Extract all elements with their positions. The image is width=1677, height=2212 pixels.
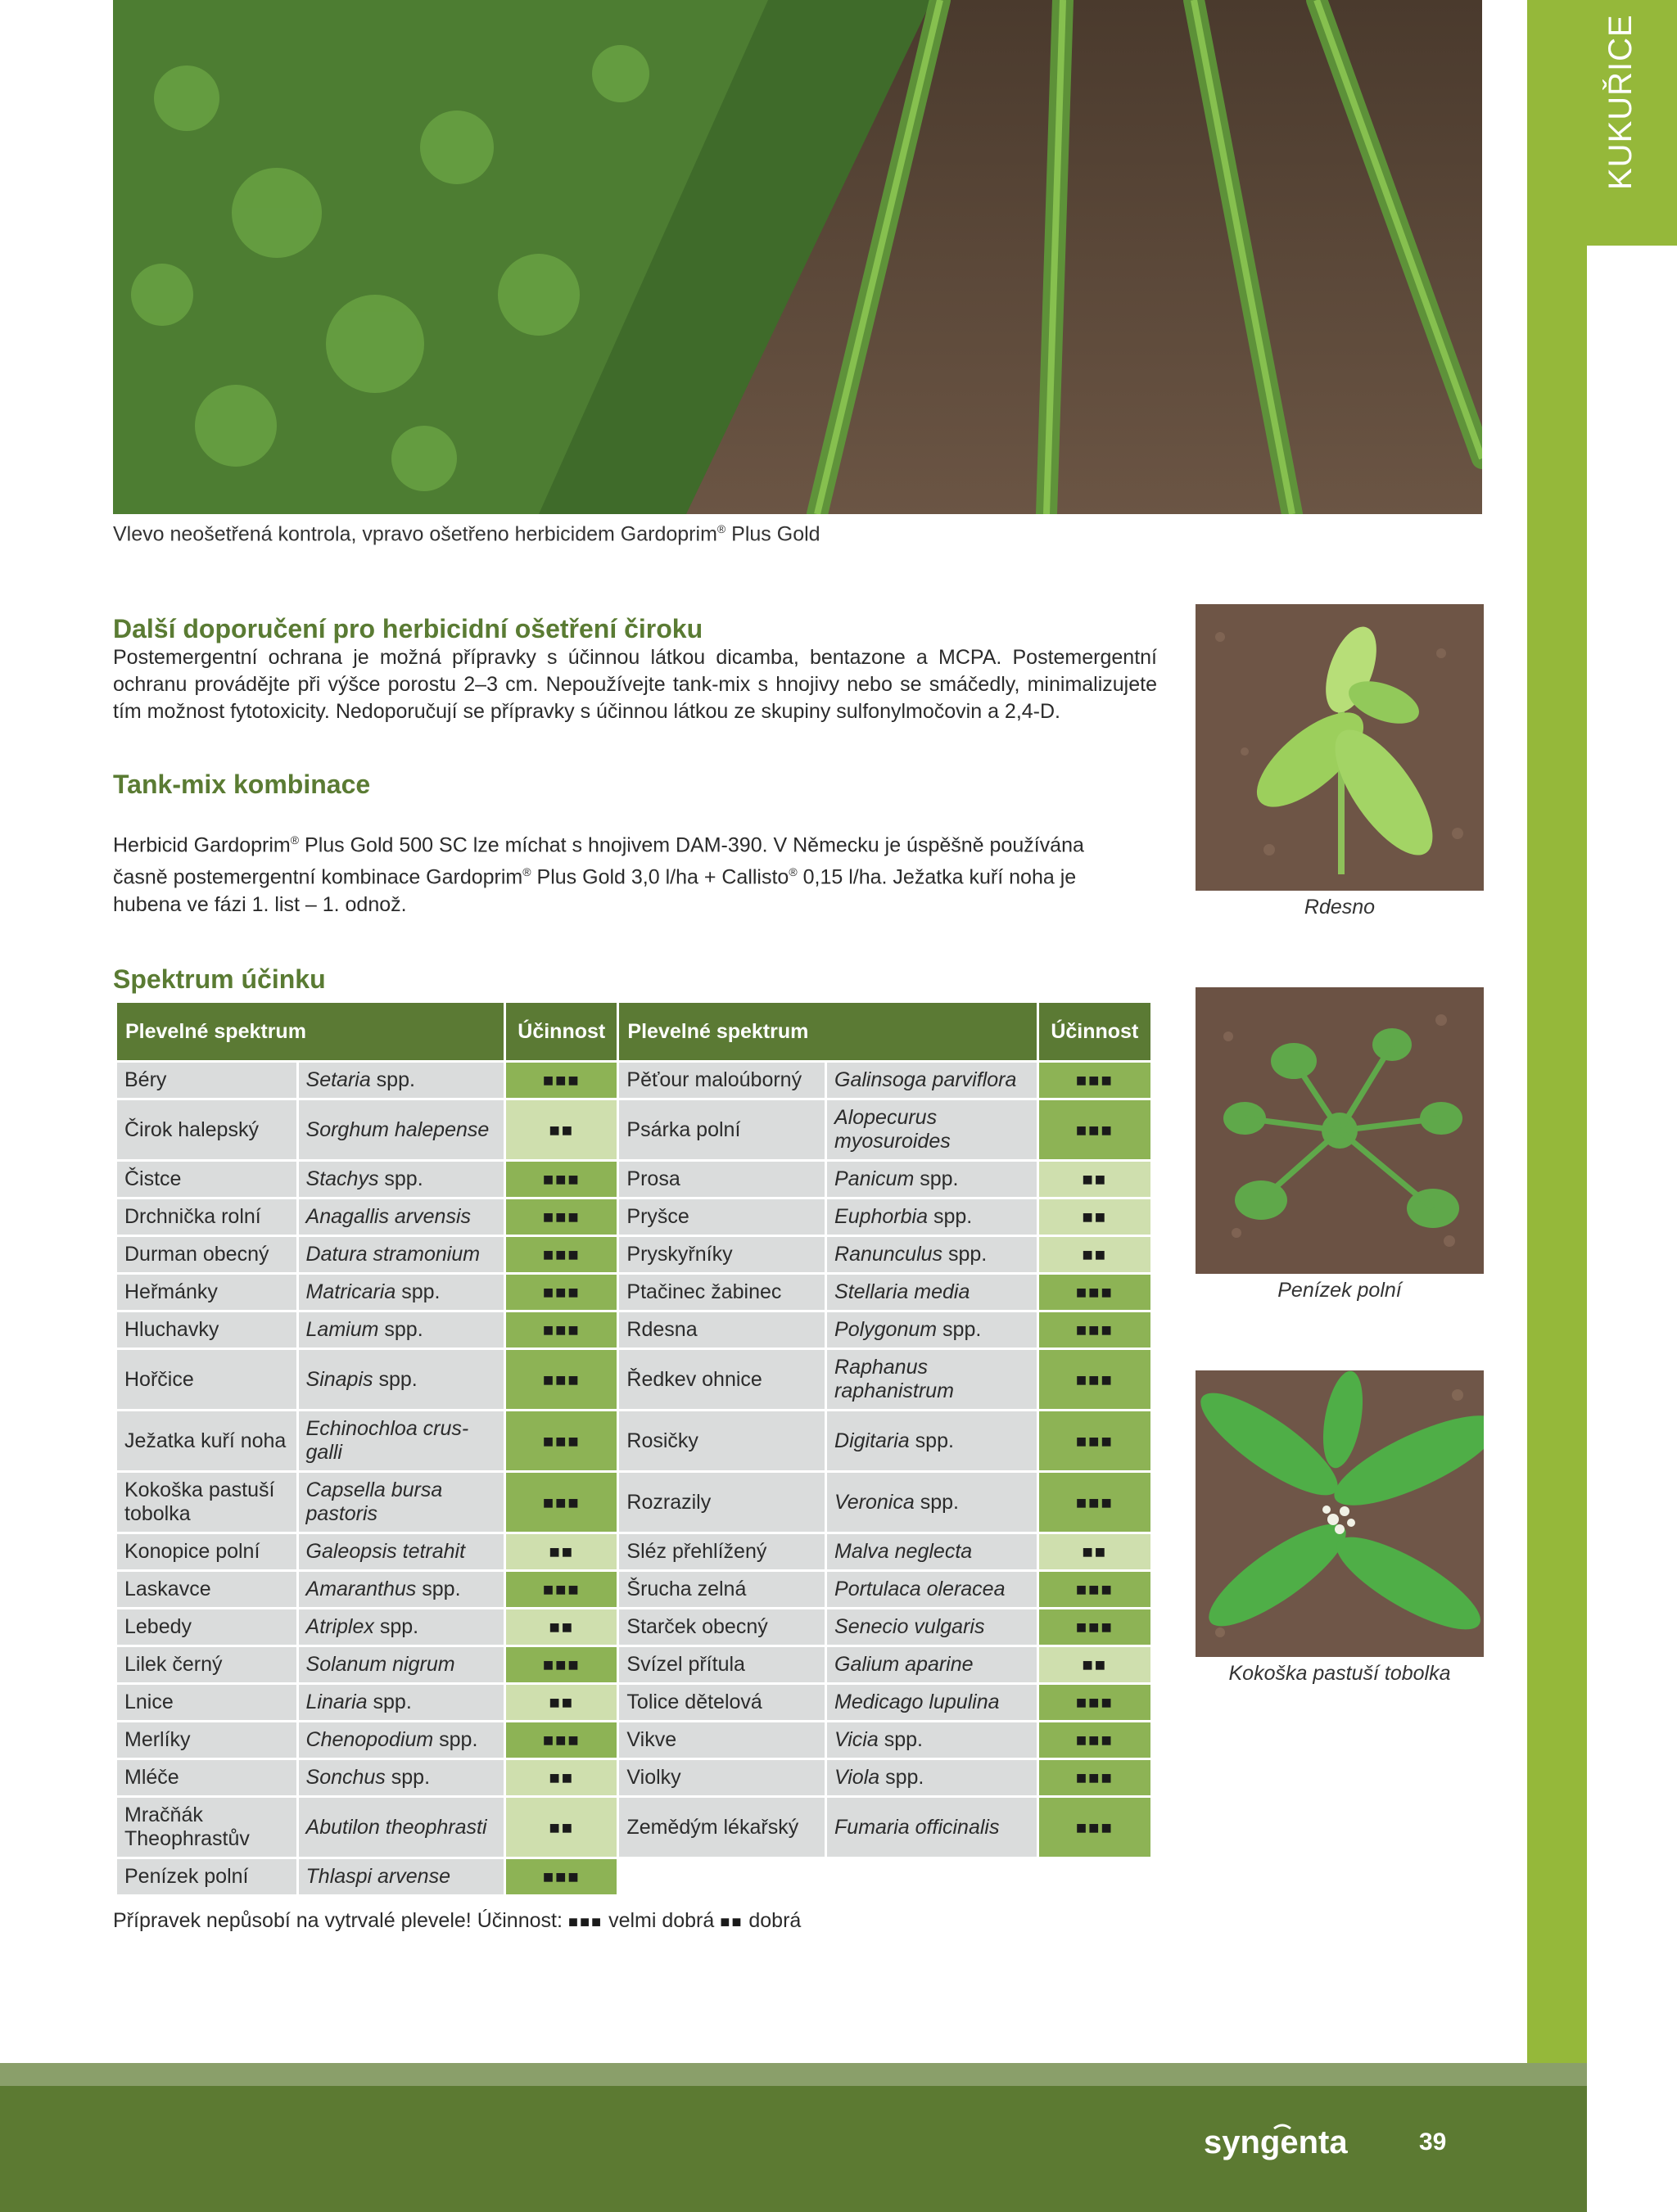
table-row — [117, 1100, 1150, 1159]
efficacy-marks: ■■■ — [542, 1169, 581, 1190]
weed-czech-name: Čistce — [117, 1162, 296, 1197]
efficacy-cell — [1039, 1473, 1150, 1532]
latin-genus: Medicago lupulina — [834, 1691, 1000, 1713]
weed-latin-name — [827, 1199, 1037, 1235]
weed-czech-name: Ředkev ohnice — [619, 1350, 825, 1409]
efficacy-cell — [506, 1237, 617, 1272]
table-row — [117, 1312, 1150, 1348]
weed-latin-name — [299, 1685, 504, 1720]
weed-czech-name: Konopice polní — [117, 1534, 296, 1569]
efficacy-marks: ■■■ — [1075, 1369, 1114, 1390]
photo-penizek-polni — [1196, 987, 1484, 1274]
weed-czech-name: Ježatka kuří noha — [117, 1411, 296, 1470]
efficacy-marks: ■■■ — [542, 1579, 581, 1600]
weed-latin-name — [827, 1534, 1037, 1569]
latin-genus: Chenopodium — [305, 1728, 434, 1751]
efficacy-marks: ■■■ — [542, 1430, 581, 1451]
latin-suffix: spp. — [373, 1615, 419, 1638]
latin-genus: Euphorbia — [834, 1205, 928, 1228]
photo-caption: Rdesno — [1304, 896, 1376, 919]
efficacy-marks: ■■ — [549, 1119, 575, 1140]
weed-latin-name — [827, 1100, 1037, 1159]
efficacy-cell — [506, 1312, 617, 1348]
weed-czech-name: Mračňák Theophrastův — [117, 1798, 296, 1857]
weed-czech-name: Rosičky — [619, 1411, 825, 1470]
weed-czech-name: Pryšce — [619, 1199, 825, 1235]
weed-latin-name — [299, 1859, 504, 1894]
efficacy-marks: ■■■ — [1075, 1767, 1114, 1788]
table-row — [117, 1609, 1150, 1645]
efficacy-cell — [1039, 1312, 1150, 1348]
efficacy-marks: ■■ — [1082, 1244, 1108, 1265]
weed-czech-name: Heřmánky — [117, 1275, 296, 1310]
latin-suffix: spp. — [909, 1429, 954, 1452]
header-spectrum-left: Plevelné spektrum — [117, 1003, 504, 1060]
weed-czech-name: Rozrazily — [619, 1473, 825, 1532]
weed-czech-name: Penízek polní — [117, 1859, 296, 1894]
hero-photo-corn-field — [113, 0, 1482, 514]
efficacy-marks: ■■■ — [1075, 1070, 1114, 1090]
efficacy-legend-note: Přípravek nepůsobí na vytrvalé plevele! Účinnost: ■■■ velmi dobrá ■■ dobrá — [113, 1909, 802, 1932]
latin-genus: Polygonum — [834, 1318, 938, 1341]
efficacy-marks: ■■■ — [1075, 1817, 1114, 1838]
efficacy-cell — [506, 1572, 617, 1607]
table-row — [117, 1722, 1150, 1758]
efficacy-marks: ■■ — [1082, 1542, 1108, 1562]
weed-latin-name — [827, 1312, 1037, 1348]
efficacy-marks: ■■ — [549, 1542, 575, 1562]
table-row — [117, 1063, 1150, 1098]
efficacy-marks: ■■■ — [1075, 1692, 1114, 1713]
efficacy-marks: ■■■ — [542, 1654, 581, 1675]
latin-genus: Malva neglecta — [834, 1540, 973, 1563]
photo-kokoska — [1196, 1370, 1484, 1657]
efficacy-table — [115, 1000, 1153, 1897]
latin-genus: Raphanus raphanistrum — [834, 1356, 954, 1402]
latin-genus: Portulaca oleracea — [834, 1578, 1006, 1600]
latin-genus: Senecio vulgaris — [834, 1615, 985, 1638]
efficacy-marks: ■■■ — [542, 1867, 581, 1887]
latin-genus: Fumaria officinalis — [834, 1815, 1000, 1839]
weed-czech-name: Hořčice — [117, 1350, 296, 1409]
efficacy-marks: ■■■ — [542, 1070, 581, 1090]
section-heading-spectrum: Spektrum účinku — [113, 964, 326, 994]
latin-genus: Panicum — [834, 1167, 915, 1190]
latin-genus: Atriplex — [305, 1615, 374, 1638]
weed-latin-name — [299, 1350, 504, 1409]
weed-latin-name — [299, 1572, 504, 1607]
weed-latin-name — [299, 1275, 504, 1310]
latin-suffix: spp. — [373, 1367, 418, 1391]
weed-latin-name — [299, 1411, 504, 1470]
efficacy-cell — [1039, 1275, 1150, 1310]
latin-genus: Stachys — [305, 1167, 379, 1190]
efficacy-marks: ■■ — [1082, 1654, 1108, 1675]
efficacy-cell — [506, 1063, 617, 1098]
logo-wordmark: syngenta — [1204, 2124, 1348, 2160]
table-row — [117, 1647, 1150, 1682]
weed-latin-name — [299, 1237, 504, 1272]
footer-strip — [0, 2063, 1587, 2086]
header-efficacy-left: Účinnost — [506, 1003, 617, 1060]
syngenta-logo — [1204, 2120, 1351, 2169]
latin-genus: Sonchus — [305, 1766, 386, 1789]
weed-czech-name: Zemědým lékařský — [619, 1798, 825, 1857]
weed-latin-name — [299, 1063, 504, 1098]
efficacy-cell — [1039, 1063, 1150, 1098]
weed-latin-name — [827, 1722, 1037, 1758]
efficacy-cell — [1039, 1609, 1150, 1645]
table-row — [117, 1473, 1150, 1532]
weed-czech-name: Prosa — [619, 1162, 825, 1197]
latin-genus: Thlaspi arvense — [305, 1865, 450, 1888]
efficacy-marks: ■■ — [1082, 1207, 1108, 1227]
latin-genus: Ranunculus — [834, 1243, 943, 1266]
latin-genus: Viola — [834, 1766, 880, 1789]
efficacy-cell — [506, 1798, 617, 1857]
latin-suffix: spp. — [416, 1578, 461, 1600]
efficacy-marks: ■■■ — [1075, 1617, 1114, 1637]
photo-rdesno — [1196, 604, 1484, 891]
table-row — [117, 1572, 1150, 1607]
weed-latin-name — [827, 1063, 1037, 1098]
weed-czech-name: Durman obecný — [117, 1237, 296, 1272]
weed-latin-name — [827, 1237, 1037, 1272]
latin-genus: Echinochloa crus-galli — [305, 1417, 469, 1464]
latin-genus: Galeopsis tetrahit — [305, 1540, 466, 1563]
table-row — [117, 1162, 1150, 1197]
efficacy-marks: ■■ — [549, 1817, 575, 1838]
latin-genus: Vicia — [834, 1728, 879, 1751]
latin-genus: Setaria — [305, 1068, 371, 1091]
weed-czech-name: Drchnička rolní — [117, 1199, 296, 1235]
latin-suffix: spp. — [942, 1243, 988, 1266]
photo-caption: Penízek polní — [1277, 1279, 1402, 1302]
efficacy-cell — [1039, 1162, 1150, 1197]
latin-genus: Alopecurus myosuroides — [834, 1106, 951, 1153]
weed-latin-name — [299, 1722, 504, 1758]
efficacy-marks: ■■■ — [1075, 1430, 1114, 1451]
efficacy-marks: ■■■ — [542, 1492, 581, 1513]
weed-latin-name — [299, 1647, 504, 1682]
efficacy-marks: ■■ — [549, 1692, 575, 1713]
legend-marks-very-good: ■■■ — [567, 1913, 603, 1931]
efficacy-cell — [1039, 1100, 1150, 1159]
empty-cell — [827, 1859, 1037, 1894]
weed-latin-name — [827, 1411, 1037, 1470]
empty-cell — [619, 1859, 825, 1894]
weed-latin-name — [827, 1162, 1037, 1197]
weed-latin-name — [827, 1572, 1037, 1607]
weed-czech-name: Lebedy — [117, 1609, 296, 1645]
efficacy-cell — [1039, 1722, 1150, 1758]
latin-suffix: spp. — [433, 1728, 478, 1751]
latin-genus: Sorghum halepense — [305, 1117, 490, 1141]
efficacy-cell — [506, 1473, 617, 1532]
weed-czech-name: Violky — [619, 1760, 825, 1795]
weed-czech-name: Tolice dětelová — [619, 1685, 825, 1720]
efficacy-marks: ■■■ — [1075, 1282, 1114, 1302]
efficacy-cell — [506, 1411, 617, 1470]
efficacy-marks: ■■■ — [542, 1730, 581, 1750]
efficacy-marks: ■■ — [1082, 1169, 1108, 1190]
latin-suffix: spp. — [367, 1691, 412, 1713]
latin-suffix: spp. — [928, 1205, 973, 1228]
efficacy-marks: ■■ — [549, 1767, 575, 1788]
weed-latin-name — [827, 1350, 1037, 1409]
latin-genus: Amaranthus — [305, 1578, 417, 1600]
weed-latin-name — [827, 1647, 1037, 1682]
weed-czech-name: Pryskyřníky — [619, 1237, 825, 1272]
efficacy-cell — [1039, 1647, 1150, 1682]
efficacy-cell — [506, 1162, 617, 1197]
weed-czech-name: Pěťour maloúborný — [619, 1063, 825, 1098]
table-body — [117, 1063, 1150, 1894]
table-row — [117, 1685, 1150, 1720]
efficacy-cell — [1039, 1572, 1150, 1607]
weed-czech-name: Čirok halepský — [117, 1100, 296, 1159]
header-spectrum-right: Plevelné spektrum — [619, 1003, 1036, 1060]
efficacy-cell — [506, 1685, 617, 1720]
efficacy-cell — [506, 1760, 617, 1795]
latin-genus: Veronica — [834, 1490, 915, 1514]
table-row — [117, 1275, 1150, 1310]
weed-latin-name — [299, 1162, 504, 1197]
latin-genus: Matricaria — [305, 1280, 396, 1303]
weed-czech-name: Lnice — [117, 1685, 296, 1720]
latin-genus: Datura stramonium — [305, 1243, 481, 1266]
table-row — [117, 1237, 1150, 1272]
weed-latin-name — [827, 1275, 1037, 1310]
page-number: 39 — [1419, 2128, 1447, 2156]
latin-genus: Sinapis — [305, 1367, 373, 1391]
latin-genus: Lamium — [305, 1318, 379, 1341]
latin-suffix: spp. — [879, 1766, 924, 1789]
efficacy-cell — [506, 1859, 617, 1894]
right-accent-band — [1527, 0, 1587, 2212]
weed-latin-name — [299, 1609, 504, 1645]
legend-marks-good: ■■ — [720, 1913, 744, 1931]
efficacy-cell — [506, 1647, 617, 1682]
section-body-sorghum: Postemergentní ochrana je možná přípravky s účinnou látkou dicamba, bentazone a MCPA. Postemergentní ochranu provádějte při výšce porostu 2–3 cm. Nepoužívejte tank-mix s hnojivy nebo se smáčedly, minimalizujete tím možnost fytotoxicity. Nedoporučují se přípravky s účinnou látkou ze skupiny sulfonylmočovin a 2,4-D. — [113, 646, 1157, 723]
weed-czech-name: Mléče — [117, 1760, 296, 1795]
latin-genus: Solanum nigrum — [305, 1653, 455, 1676]
weed-czech-name: Béry — [117, 1063, 296, 1098]
efficacy-cell — [506, 1350, 617, 1409]
hero-caption: Vlevo neošetřená kontrola, vpravo ošetřeno herbicidem Gardoprim® Plus Gold — [113, 522, 820, 546]
empty-cell — [1039, 1859, 1150, 1894]
weed-czech-name: Starček obecný — [619, 1609, 825, 1645]
weed-latin-name — [299, 1100, 504, 1159]
photo-caption: Kokoška pastuší tobolka — [1228, 1662, 1451, 1685]
weed-latin-name — [827, 1760, 1037, 1795]
efficacy-marks: ■■■ — [542, 1320, 581, 1340]
weed-latin-name — [827, 1609, 1037, 1645]
latin-genus: Capsella bursa pastoris — [305, 1478, 443, 1525]
weed-latin-name — [299, 1312, 504, 1348]
latin-suffix: spp. — [396, 1280, 441, 1303]
header-efficacy-right: Účinnost — [1039, 1003, 1150, 1060]
section-heading-tankmix: Tank-mix kombinace — [113, 770, 371, 799]
latin-suffix: spp. — [385, 1766, 431, 1789]
latin-suffix: spp. — [914, 1167, 959, 1190]
efficacy-cell — [506, 1534, 617, 1569]
efficacy-marks: ■■ — [549, 1617, 575, 1637]
latin-genus: Galium aparine — [834, 1653, 974, 1676]
weed-latin-name — [299, 1534, 504, 1569]
efficacy-marks: ■■■ — [1075, 1730, 1114, 1750]
latin-genus: Galinsoga parviflora — [834, 1068, 1017, 1091]
latin-genus: Abutilon theophrasti — [305, 1815, 487, 1839]
weed-czech-name: Šrucha zelná — [619, 1572, 825, 1607]
latin-suffix: spp. — [878, 1728, 923, 1751]
weed-latin-name — [299, 1798, 504, 1857]
weed-czech-name: Laskavce — [117, 1572, 296, 1607]
latin-genus: Anagallis arvensis — [305, 1205, 472, 1228]
weed-czech-name: Merlíky — [117, 1722, 296, 1758]
efficacy-cell — [506, 1199, 617, 1235]
efficacy-cell — [1039, 1685, 1150, 1720]
weed-latin-name — [299, 1760, 504, 1795]
table-row — [117, 1534, 1150, 1569]
table-row — [117, 1760, 1150, 1795]
section-heading-sorghum: Další doporučení pro herbicidní ošetření čiroku — [113, 614, 703, 643]
efficacy-marks: ■■■ — [542, 1244, 581, 1265]
weed-czech-name: Svízel přítula — [619, 1647, 825, 1682]
latin-genus: Digitaria — [834, 1429, 910, 1452]
weed-czech-name: Kokoška pastuší tobolka — [117, 1473, 296, 1532]
efficacy-marks: ■■■ — [1075, 1579, 1114, 1600]
weed-latin-name — [827, 1473, 1037, 1532]
efficacy-marks: ■■■ — [542, 1207, 581, 1227]
efficacy-marks: ■■■ — [542, 1282, 581, 1302]
table-row — [117, 1798, 1150, 1857]
efficacy-marks: ■■■ — [542, 1369, 581, 1390]
weed-latin-name — [827, 1685, 1037, 1720]
efficacy-marks: ■■■ — [1075, 1320, 1114, 1340]
weed-czech-name: Rdesna — [619, 1312, 825, 1348]
efficacy-marks: ■■■ — [1075, 1492, 1114, 1513]
efficacy-cell — [1039, 1237, 1150, 1272]
table-header-row — [117, 1003, 1150, 1060]
latin-suffix: spp. — [914, 1490, 959, 1514]
table-row — [117, 1411, 1150, 1470]
efficacy-cell — [1039, 1798, 1150, 1857]
latin-suffix: spp. — [378, 1318, 423, 1341]
efficacy-cell — [1039, 1350, 1150, 1409]
table-row — [117, 1859, 1150, 1894]
table-row — [117, 1350, 1150, 1409]
weed-czech-name: Sléz přehlížený — [619, 1534, 825, 1569]
efficacy-cell — [506, 1722, 617, 1758]
efficacy-cell — [1039, 1199, 1150, 1235]
weed-czech-name: Hluchavky — [117, 1312, 296, 1348]
section-tab-label: KUKUŘICE — [1602, 14, 1639, 190]
weed-czech-name: Lilek černý — [117, 1647, 296, 1682]
efficacy-marks: ■■■ — [1075, 1119, 1114, 1140]
latin-suffix: spp. — [378, 1167, 423, 1190]
weed-latin-name — [299, 1199, 504, 1235]
weed-czech-name: Ptačinec žabinec — [619, 1275, 825, 1310]
latin-genus: Stellaria media — [834, 1280, 970, 1303]
efficacy-cell — [506, 1275, 617, 1310]
weed-czech-name: Vikve — [619, 1722, 825, 1758]
efficacy-cell — [506, 1100, 617, 1159]
weed-latin-name — [299, 1473, 504, 1532]
efficacy-cell — [1039, 1411, 1150, 1470]
section-body-tankmix: Herbicid Gardoprim® Plus Gold 500 SC lze míchat s hnojivem DAM-390. V Německu je úspěšně používána časně postemergentní kombinace Gardoprim® Plus Gold 3,0 l/ha + Callisto® 0,15 l/ha. Ježatka kuří noha je hubena ve fázi 1. list – 1. odnož. — [113, 833, 1084, 916]
weed-czech-name: Psárka polní — [619, 1100, 825, 1159]
efficacy-cell — [1039, 1534, 1150, 1569]
efficacy-cell — [1039, 1760, 1150, 1795]
latin-suffix: spp. — [370, 1068, 415, 1091]
latin-genus: Linaria — [305, 1691, 368, 1713]
table-row — [117, 1199, 1150, 1235]
efficacy-cell — [506, 1609, 617, 1645]
weed-latin-name — [827, 1798, 1037, 1857]
latin-suffix: spp. — [937, 1318, 982, 1341]
